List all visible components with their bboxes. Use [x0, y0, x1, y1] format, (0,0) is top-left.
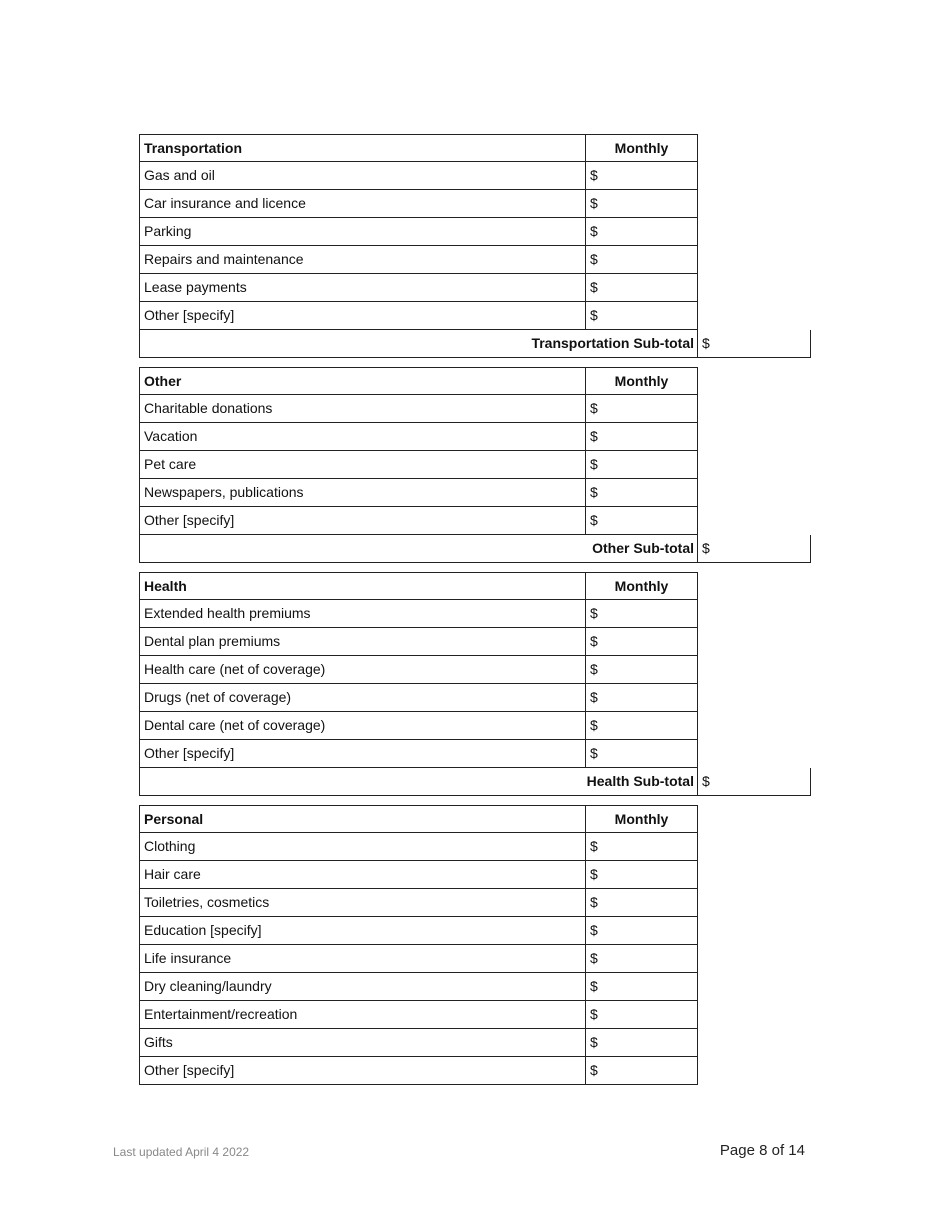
expense-label: Gas and oil [139, 162, 586, 190]
expense-label: Newspapers, publications [139, 479, 586, 507]
section-health [139, 572, 811, 796]
monthly-amount-field[interactable]: $ [586, 479, 698, 507]
table-row [139, 451, 811, 479]
monthly-amount-field[interactable]: $ [586, 889, 698, 917]
expense-label: Other [specify] [139, 507, 586, 535]
expense-label: Extended health premiums [139, 600, 586, 628]
monthly-amount-field[interactable]: $ [586, 1057, 698, 1085]
monthly-amount-field[interactable]: $ [586, 451, 698, 479]
table-header [139, 367, 811, 395]
monthly-amount-field[interactable]: $ [586, 1029, 698, 1057]
table-row [139, 274, 811, 302]
column-header: Monthly [586, 134, 698, 162]
table-row [139, 628, 811, 656]
expense-label: Dental plan premiums [139, 628, 586, 656]
expense-label: Education [specify] [139, 917, 586, 945]
section-title: Personal [139, 805, 586, 833]
table-row [139, 1057, 811, 1085]
expense-label: Hair care [139, 861, 586, 889]
section-personal [139, 805, 811, 1085]
expense-label: Health care (net of coverage) [139, 656, 586, 684]
table-row [139, 945, 811, 973]
subtotal-amount-field[interactable]: $ [698, 330, 811, 358]
table-header [139, 572, 811, 600]
last-updated: Last updated April 4 2022 [113, 1145, 250, 1159]
expense-label: Drugs (net of coverage) [139, 684, 586, 712]
table-row [139, 1029, 811, 1057]
expense-label: Life insurance [139, 945, 586, 973]
monthly-amount-field[interactable]: $ [586, 246, 698, 274]
table-row [139, 302, 811, 330]
expense-label: Clothing [139, 833, 586, 861]
monthly-amount-field[interactable]: $ [586, 507, 698, 535]
expense-label: Entertainment/recreation [139, 1001, 586, 1029]
subtotal-label: Health Sub-total [139, 768, 698, 796]
monthly-amount-field[interactable]: $ [586, 973, 698, 1001]
table-row [139, 973, 811, 1001]
subtotal-label: Transportation Sub-total [139, 330, 698, 358]
table-header [139, 134, 811, 162]
expense-label: Pet care [139, 451, 586, 479]
expense-label: Other [specify] [139, 1057, 586, 1085]
subtotal-amount-field[interactable]: $ [698, 768, 811, 796]
expense-label: Charitable donations [139, 395, 586, 423]
table-row [139, 861, 811, 889]
expense-label: Repairs and maintenance [139, 246, 586, 274]
monthly-amount-field[interactable]: $ [586, 190, 698, 218]
table-row [139, 833, 811, 861]
expense-label: Toiletries, cosmetics [139, 889, 586, 917]
expense-label: Lease payments [139, 274, 586, 302]
section-title: Health [139, 572, 586, 600]
table-row [139, 656, 811, 684]
table-row [139, 479, 811, 507]
monthly-amount-field[interactable]: $ [586, 861, 698, 889]
table-row [139, 1001, 811, 1029]
monthly-amount-field[interactable]: $ [586, 274, 698, 302]
table-row [139, 423, 811, 451]
budget-tables [139, 134, 811, 1094]
column-header: Monthly [586, 572, 698, 600]
monthly-amount-field[interactable]: $ [586, 740, 698, 768]
expense-label: Parking [139, 218, 586, 246]
table-row [139, 889, 811, 917]
section-transportation [139, 134, 811, 358]
monthly-amount-field[interactable]: $ [586, 628, 698, 656]
monthly-amount-field[interactable]: $ [586, 600, 698, 628]
monthly-amount-field[interactable]: $ [586, 833, 698, 861]
expense-label: Dental care (net of coverage) [139, 712, 586, 740]
column-header: Monthly [586, 805, 698, 833]
table-row [139, 712, 811, 740]
section-title: Transportation [139, 134, 586, 162]
monthly-amount-field[interactable]: $ [586, 302, 698, 330]
expense-label: Car insurance and licence [139, 190, 586, 218]
subtotal-row [139, 535, 811, 563]
subtotal-row [139, 330, 811, 358]
column-header: Monthly [586, 367, 698, 395]
subtotal-row [139, 768, 811, 796]
monthly-amount-field[interactable]: $ [586, 395, 698, 423]
table-row [139, 917, 811, 945]
table-row [139, 740, 811, 768]
section-title: Other [139, 367, 586, 395]
expense-label: Dry cleaning/laundry [139, 973, 586, 1001]
section-other [139, 367, 811, 563]
expense-label: Gifts [139, 1029, 586, 1057]
monthly-amount-field[interactable]: $ [586, 162, 698, 190]
table-row [139, 162, 811, 190]
table-row [139, 218, 811, 246]
monthly-amount-field[interactable]: $ [586, 945, 698, 973]
page-number: Page 8 of 14 [719, 1142, 805, 1159]
monthly-amount-field[interactable]: $ [586, 423, 698, 451]
table-row [139, 507, 811, 535]
subtotal-label: Other Sub-total [139, 535, 698, 563]
monthly-amount-field[interactable]: $ [586, 218, 698, 246]
expense-label: Other [specify] [139, 302, 586, 330]
monthly-amount-field[interactable]: $ [586, 1001, 698, 1029]
table-row [139, 684, 811, 712]
table-header [139, 805, 811, 833]
expense-label: Other [specify] [139, 740, 586, 768]
expense-label: Vacation [139, 423, 586, 451]
table-row [139, 395, 811, 423]
table-row [139, 190, 811, 218]
monthly-amount-field[interactable]: $ [586, 712, 698, 740]
table-row [139, 600, 811, 628]
monthly-amount-field[interactable]: $ [586, 684, 698, 712]
monthly-amount-field[interactable]: $ [586, 656, 698, 684]
table-row [139, 246, 811, 274]
monthly-amount-field[interactable]: $ [586, 917, 698, 945]
subtotal-amount-field[interactable]: $ [698, 535, 811, 563]
